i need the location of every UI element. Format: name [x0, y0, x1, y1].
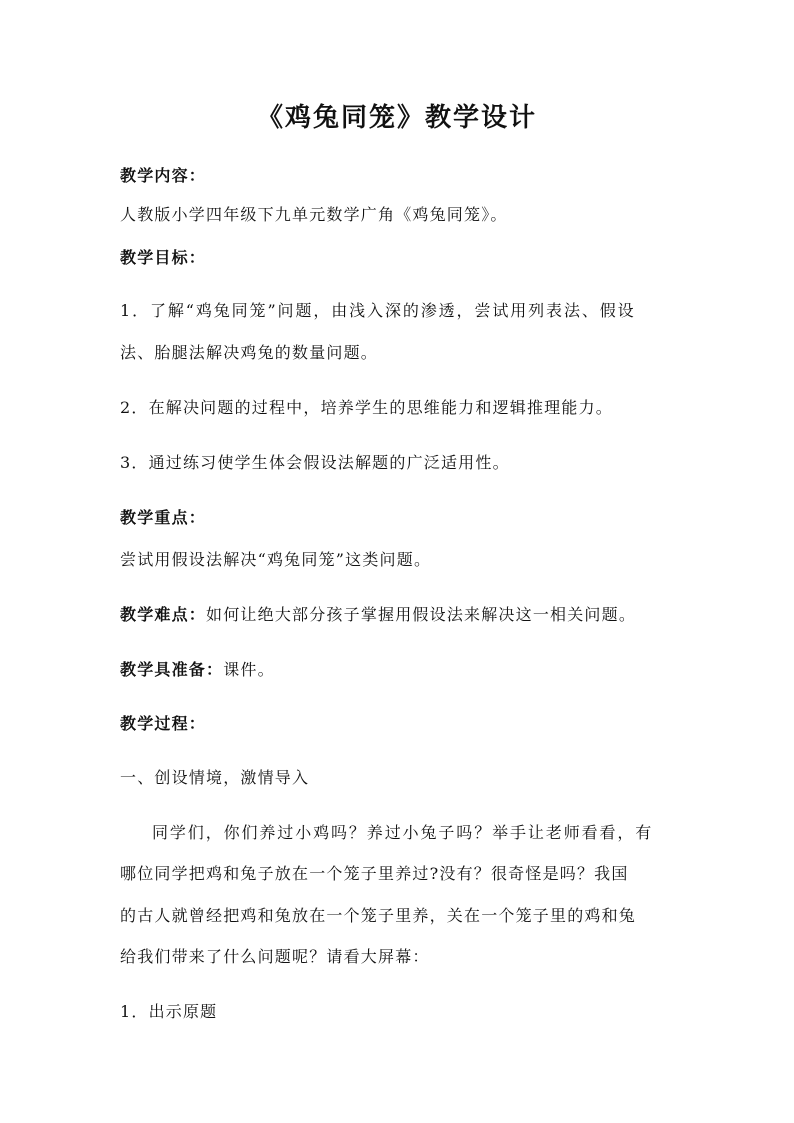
section-1-title: 一、创设情境，激情导入	[120, 768, 310, 787]
content-text: 人教版小学四年级下九单元数学广角《鸡兔同笼》。	[120, 205, 508, 224]
intro-paragraph-line-2: 哪位同学把鸡和兔子放在一个笼子里养过?没有？很奇怪是吗？我国	[120, 864, 629, 883]
step-1: 1．出示原题	[120, 1002, 218, 1021]
intro-paragraph-line-3: 的古人就曾经把鸡和兔放在一个笼子里养，关在一个笼子里的鸡和兔	[120, 906, 637, 925]
difficulty-row	[120, 605, 636, 625]
difficulty-text: 如何让绝大部分孩子掌握用假设法来解决这一相关问题。	[206, 605, 637, 624]
preparation-row	[120, 660, 275, 680]
goal-item-3: 3．通过练习使学生体会假设法解题的广泛适用性。	[120, 453, 510, 472]
goals-heading: 教学目标：	[120, 248, 207, 267]
key-points-heading: 教学重点：	[120, 508, 207, 527]
difficulty-heading: 教学难点：	[120, 605, 207, 624]
goal-item-1-line-1: 1．了解“鸡兔同笼”问题，由浅入深的渗透，尝试用列表法、假设	[120, 301, 636, 320]
goal-item-1-line-2: 法、胎腿法解决鸡兔的数量问题。	[120, 343, 379, 362]
content-heading: 教学内容：	[120, 166, 207, 185]
document-title: 《鸡兔同笼》教学设计	[256, 103, 537, 133]
intro-paragraph-line-4: 给我们带来了什么问题呢？请看大屏幕：	[120, 947, 430, 966]
process-heading: 教学过程：	[120, 714, 207, 733]
preparation-heading: 教学具准备：	[120, 660, 224, 679]
preparation-text: 课件。	[223, 660, 275, 679]
goal-item-2: 2．在解决问题的过程中，培养学生的思维能力和逻辑推理能力。	[120, 398, 613, 417]
key-points-text: 尝试用假设法解决“鸡兔同笼”这类问题。	[120, 550, 432, 569]
intro-paragraph-line-1: 同学们，你们养过小鸡吗？养过小兔子吗？举手让老师看看，有	[152, 823, 654, 842]
